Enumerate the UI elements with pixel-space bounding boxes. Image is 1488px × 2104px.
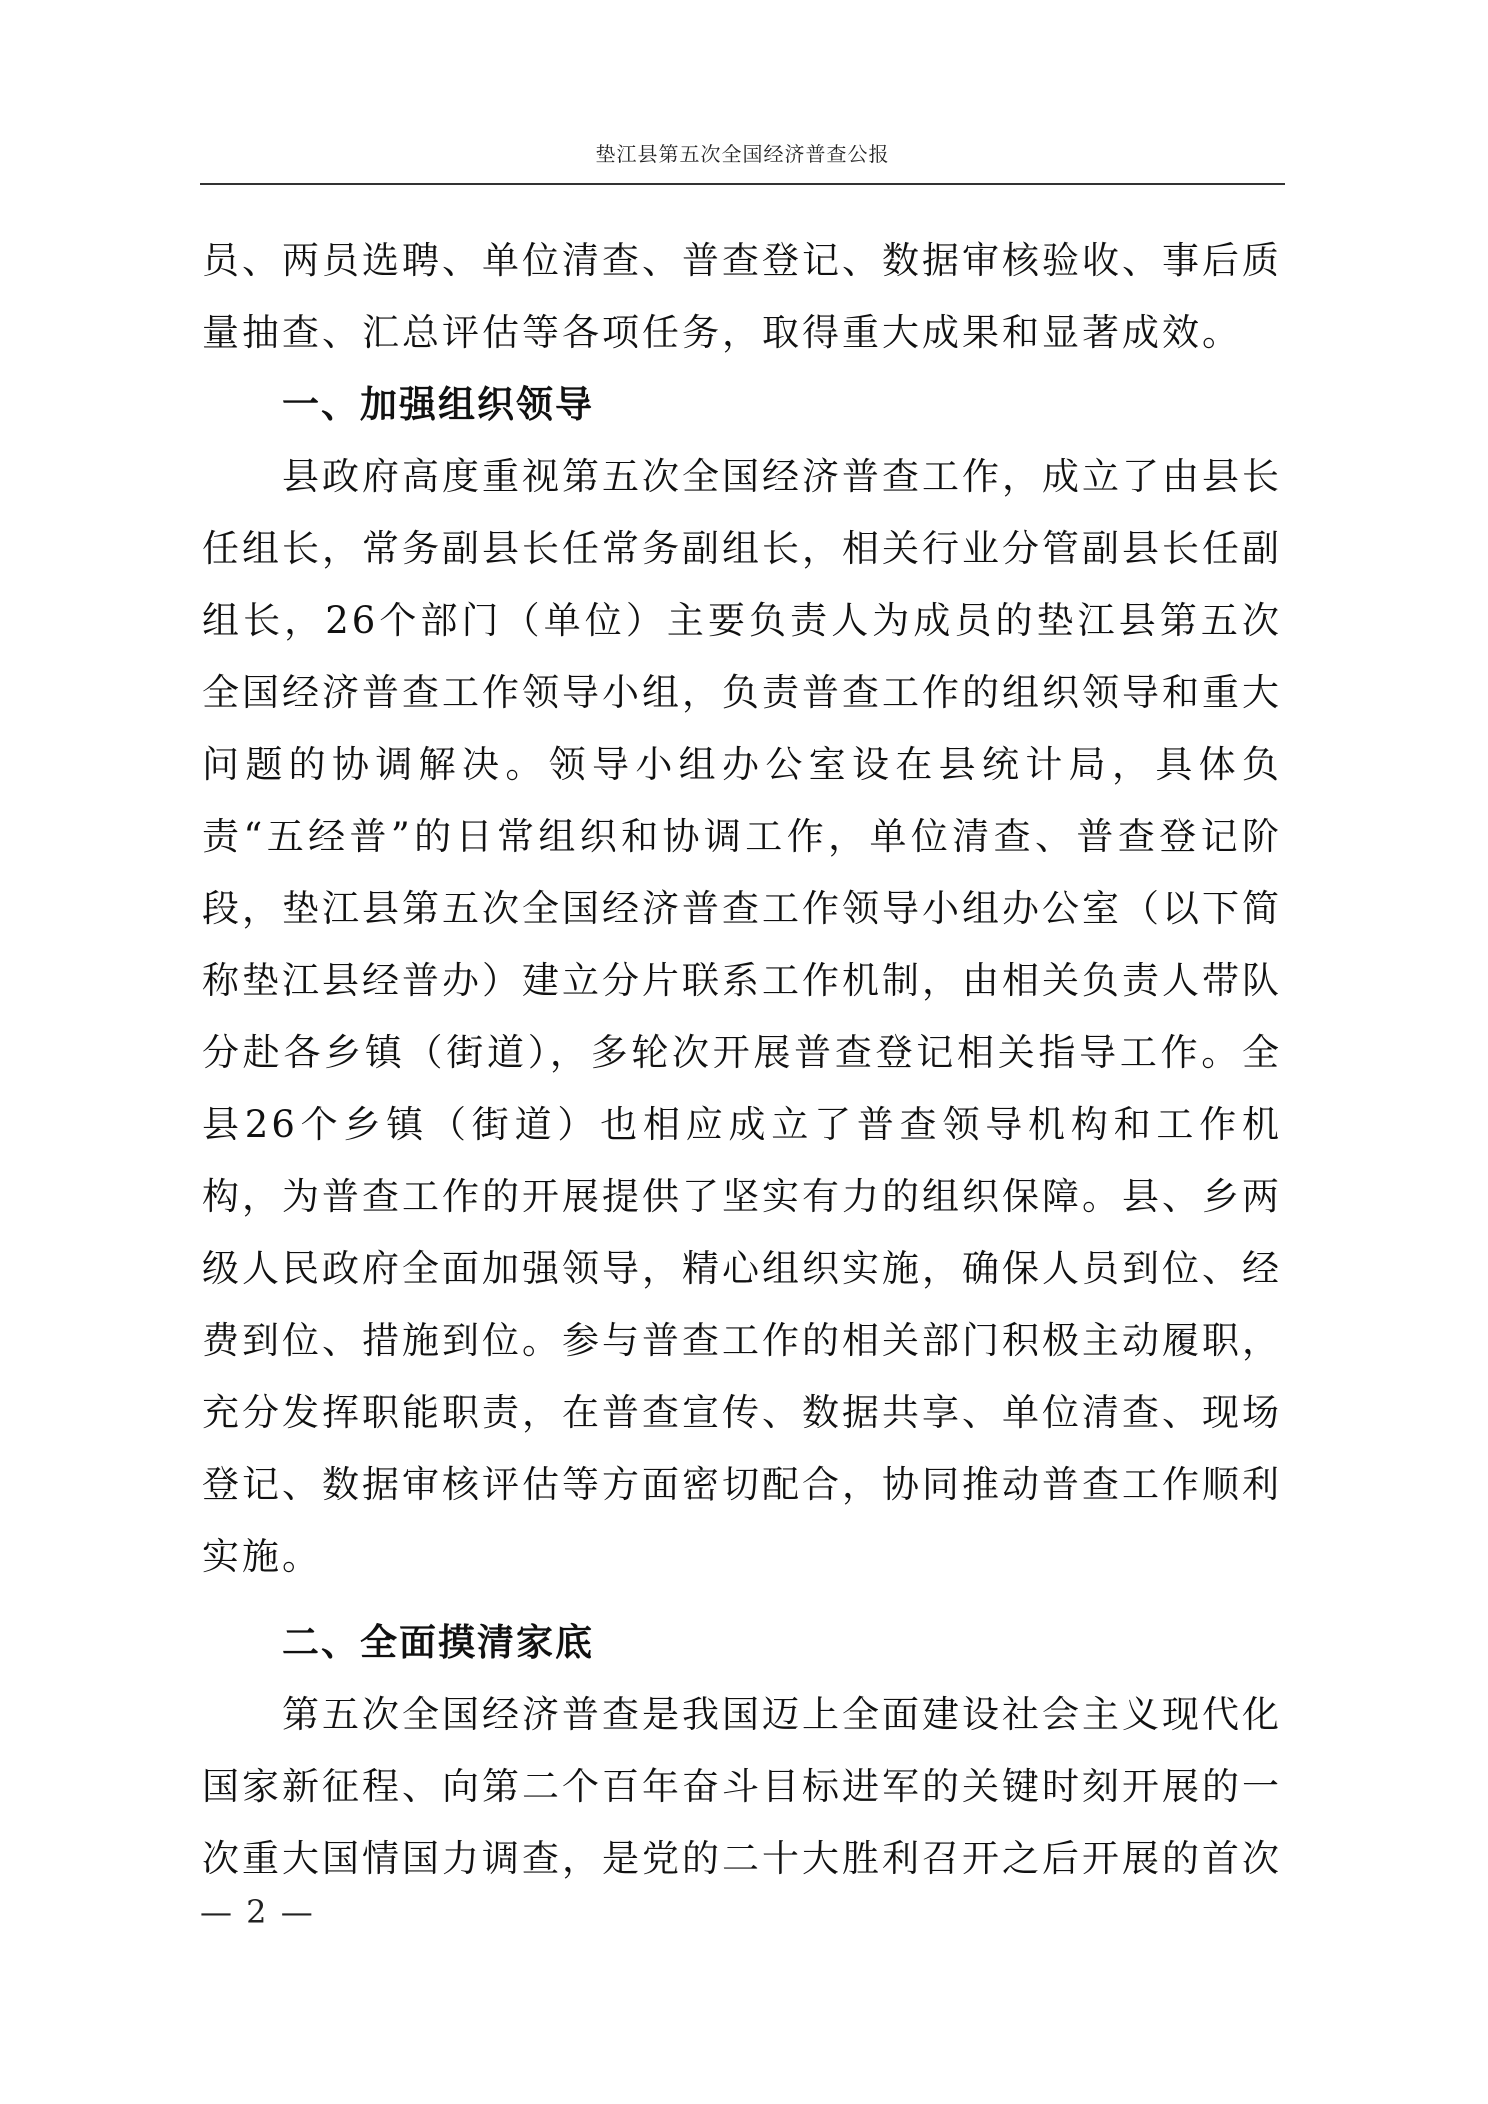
section-heading-1: 一、加强组织领导 bbox=[282, 383, 594, 426]
section-2-paragraph: 第五次全国经济普查是我国迈上全面建设社会主义现代化国家新征程、向第二个百年奋斗目标进军的关键时刻开展的一次重大国情国力调查，是党的二十大胜利召开之后开展的首次 bbox=[202, 1693, 1282, 1880]
section-heading-2: 二、全面摸清家底 bbox=[282, 1621, 594, 1664]
intro-continuation-paragraph: 员、两员选聘、单位清查、普查登记、数据审核验收、事后质量抽查、汇总评估等各项任务，取得重大成果和显著成效。 bbox=[202, 239, 1282, 354]
running-header-title: 垫江县第五次全国经济普查公报 bbox=[595, 142, 890, 166]
section-1-paragraph: 县政府高度重视第五次全国经济普查工作，成立了由县长任组长，常务副县长任常务副组长，相关行业分管副县长任副组长，26个部门（单位）主要负责人为成员的垫江县第五次全国经济普查工作领导小组，负责普查工作的组织领导和重大问题的协调解决。领导小组办公室设在县统计局，具体负责“五经普”的日常组织和协调工作，单位清查、普查登记阶段，垫江县第五次全国经济普查工作领导小组办公室（以下简称垫江县经普办）建立分片联系工作机制，由相关负责人带队分赴各乡镇（街道），多轮次开展普查登记相关指导工作。全县26个乡镇（街道）也相应成立了普查领导机构和工作机构，为普查工作的开展提供了坚实有力的组织保障。县、乡两级人民政府全面加强领导，精心组织实施，确保人员到位、经费到位、措施到位。参与普查工作的相关部门积极主动履职，充分发挥职能职责，在普查宣传、数据共享、单位清查、现场登记、数据审核评估等方面密切配合，协同推动普查工作顺利实施。 bbox=[202, 455, 1282, 1578]
body-text bbox=[202, 225, 1282, 1895]
page-number: — 2 — bbox=[200, 1893, 315, 1931]
header-divider bbox=[200, 183, 1285, 185]
